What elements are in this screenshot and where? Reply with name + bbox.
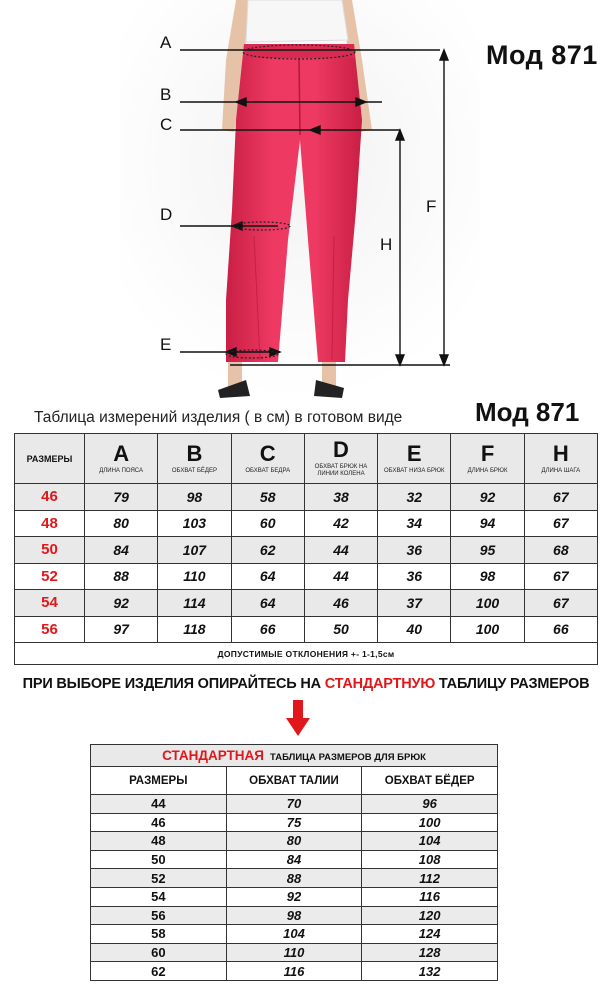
table-row	[15, 590, 598, 617]
table-row	[15, 484, 598, 511]
value-cell: 104	[226, 925, 362, 944]
value-cell: 88	[85, 563, 158, 590]
table-row	[91, 850, 498, 869]
table-row	[15, 616, 598, 643]
label-d: D	[160, 205, 173, 224]
table-row	[91, 925, 498, 944]
col-letter: H	[552, 440, 569, 466]
label-h: H	[380, 235, 393, 254]
measurement-table-model: Мод 871	[475, 397, 580, 427]
col-letter: F	[480, 440, 495, 466]
size-cell: 54	[91, 887, 227, 906]
table-row	[91, 813, 498, 832]
white-top	[246, 0, 348, 42]
label-b: B	[160, 85, 172, 104]
col-name: ОБХВАТ БЕДРА	[245, 467, 291, 474]
value-cell: 44	[304, 563, 377, 590]
value-cell: 46	[304, 590, 377, 617]
value-cell: 104	[362, 832, 498, 851]
value-cell: 64	[231, 563, 304, 590]
col-name: ДЛИНА БРЮК	[467, 467, 508, 474]
value-cell: 116	[362, 887, 498, 906]
size-advice	[0, 676, 612, 692]
size-cell: 48	[15, 510, 85, 537]
value-cell: 38	[304, 484, 377, 511]
value-cell: 68	[524, 537, 597, 564]
advice-text-after: ТАБЛИЦУ РАЗМЕРОВ	[435, 676, 590, 692]
sizes-header: РАЗМЕРЫ	[15, 434, 85, 484]
standard-size-table	[90, 744, 498, 981]
standard-title-accent: СТАНДАРТНАЯ	[162, 748, 265, 763]
value-cell: 92	[85, 590, 158, 617]
value-cell: 98	[226, 906, 362, 925]
value-cell: 36	[378, 537, 451, 564]
size-cell: 52	[15, 563, 85, 590]
value-cell: 32	[378, 484, 451, 511]
standard-table-title	[91, 745, 498, 767]
size-cell: 56	[15, 616, 85, 643]
standard-table-body	[91, 795, 498, 981]
table-row	[91, 943, 498, 962]
value-cell: 100	[451, 616, 524, 643]
value-cell: 94	[451, 510, 524, 537]
col-header-c	[231, 434, 304, 484]
value-cell: 67	[524, 484, 597, 511]
value-cell: 36	[378, 563, 451, 590]
value-cell: 108	[362, 850, 498, 869]
col-name: ОБХВАТ НИЗА БРЮК	[383, 467, 445, 474]
size-cell: 46	[15, 484, 85, 511]
value-cell: 44	[304, 537, 377, 564]
value-cell: 58	[231, 484, 304, 511]
value-cell: 103	[158, 510, 231, 537]
waistband	[243, 44, 355, 58]
down-arrow-icon	[285, 700, 311, 738]
size-cell: 54	[15, 590, 85, 617]
table-row	[91, 869, 498, 888]
col-header-a	[85, 434, 158, 484]
value-cell: 40	[378, 616, 451, 643]
value-cell: 92	[451, 484, 524, 511]
value-cell: 50	[304, 616, 377, 643]
measurement-header-row	[15, 434, 598, 484]
value-cell: 84	[85, 537, 158, 564]
model-title: Мод 871	[486, 40, 598, 70]
size-cell: 60	[91, 943, 227, 962]
table-row	[15, 537, 598, 564]
value-cell: 118	[158, 616, 231, 643]
measurement-table-caption: Таблица измерений изделия ( в см) в готовом виде	[34, 409, 403, 426]
value-cell: 114	[158, 590, 231, 617]
value-cell: 88	[226, 869, 362, 888]
table-row	[91, 795, 498, 814]
std-col-sizes: РАЗМЕРЫ	[91, 767, 227, 795]
std-col-waist: ОБХВАТ ТАЛИИ	[226, 767, 362, 795]
standard-title-rest: ТАБЛИЦА РАЗМЕРОВ ДЛЯ БРЮК	[270, 752, 426, 763]
label-c: C	[160, 115, 173, 134]
size-cell: 48	[91, 832, 227, 851]
value-cell: 42	[304, 510, 377, 537]
measurement-table-body	[15, 484, 598, 643]
size-cell: 52	[91, 869, 227, 888]
value-cell: 120	[362, 906, 498, 925]
value-cell: 34	[378, 510, 451, 537]
size-cell: 50	[15, 537, 85, 564]
value-cell: 79	[85, 484, 158, 511]
value-cell: 67	[524, 563, 597, 590]
value-cell: 70	[226, 795, 362, 814]
col-header-h	[524, 434, 597, 484]
table-row	[15, 510, 598, 537]
col-name: ДЛИНА ШАГА	[541, 467, 581, 474]
col-header-d	[304, 434, 377, 484]
col-letter: C	[259, 440, 276, 466]
col-name: ОБХВАТ БРЮК НА ЛИНИИ КОЛЕНА	[314, 464, 368, 477]
size-cell: 44	[91, 795, 227, 814]
value-cell: 124	[362, 925, 498, 944]
value-cell: 64	[231, 590, 304, 617]
value-cell: 67	[524, 590, 597, 617]
value-cell: 132	[362, 962, 498, 981]
value-cell: 84	[226, 850, 362, 869]
value-cell: 107	[158, 537, 231, 564]
measurement-table	[14, 433, 598, 665]
value-cell: 112	[362, 869, 498, 888]
col-name: ОБХВАТ БЁДЕР	[171, 467, 217, 474]
col-letter: B	[186, 440, 203, 466]
advice-accent: СТАНДАРТНУЮ	[324, 676, 436, 692]
table-row	[91, 887, 498, 906]
col-letter: D	[333, 437, 349, 462]
size-cell: 58	[91, 925, 227, 944]
value-cell: 110	[226, 943, 362, 962]
tolerance-row	[15, 643, 598, 665]
pants-illustration	[0, 0, 612, 405]
value-cell: 80	[226, 832, 362, 851]
value-cell: 62	[231, 537, 304, 564]
standard-table-header-row	[91, 767, 498, 795]
col-header-f	[451, 434, 524, 484]
advice-text-before: ПРИ ВЫБОРЕ ИЗДЕЛИЯ ОПИРАЙТЕСЬ НА	[22, 676, 325, 692]
value-cell: 66	[524, 616, 597, 643]
value-cell: 67	[524, 510, 597, 537]
col-letter: E	[406, 440, 422, 466]
table-row	[91, 962, 498, 981]
size-cell: 56	[91, 906, 227, 925]
value-cell: 92	[226, 887, 362, 906]
value-cell: 75	[226, 813, 362, 832]
value-cell: 80	[85, 510, 158, 537]
value-cell: 116	[226, 962, 362, 981]
label-a: A	[160, 33, 172, 52]
value-cell: 100	[362, 813, 498, 832]
value-cell: 37	[378, 590, 451, 617]
value-cell: 96	[362, 795, 498, 814]
col-letter: A	[113, 440, 130, 466]
table-row	[15, 563, 598, 590]
table-row	[91, 906, 498, 925]
value-cell: 98	[158, 484, 231, 511]
col-header-b	[158, 434, 231, 484]
size-cell: 50	[91, 850, 227, 869]
value-cell: 98	[451, 563, 524, 590]
std-col-hips: ОБХВАТ БЁДЕР	[362, 767, 498, 795]
value-cell: 128	[362, 943, 498, 962]
standard-table-title-row	[91, 745, 498, 767]
col-name: ДЛИНА ПОЯСА	[99, 467, 143, 474]
size-cell: 62	[91, 962, 227, 981]
value-cell: 60	[231, 510, 304, 537]
value-cell: 66	[231, 616, 304, 643]
size-cell: 46	[91, 813, 227, 832]
tolerance-note: ДОПУСТИМЫЕ ОТКЛОНЕНИЯ +- 1-1,5см	[15, 643, 598, 665]
label-f: F	[426, 197, 437, 216]
fly-seam	[299, 58, 300, 135]
value-cell: 110	[158, 563, 231, 590]
label-e: E	[160, 335, 172, 354]
col-header-e	[378, 434, 451, 484]
value-cell: 100	[451, 590, 524, 617]
table-row	[91, 832, 498, 851]
value-cell: 95	[451, 537, 524, 564]
value-cell: 97	[85, 616, 158, 643]
